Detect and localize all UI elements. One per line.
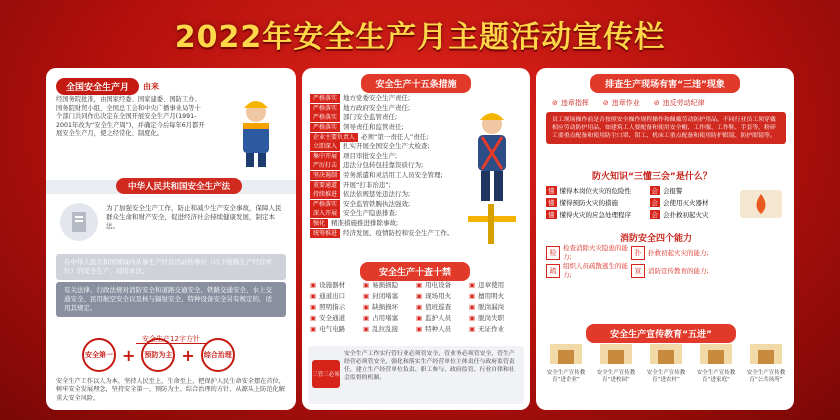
- fire-header: 防火知识“三懂三会”是什么？: [592, 172, 712, 182]
- left-panel: [46, 68, 296, 410]
- measure-row: 严格落实 地方政府安全生产责任;: [310, 104, 460, 114]
- origin-tag: 全国安全生产月: [56, 78, 139, 95]
- measure-row: 持续推进 依法依规惩处违法行为;: [310, 190, 460, 200]
- measure-row: 严格落实 领导责任和监管责任;: [310, 123, 460, 133]
- edu-item: 安全生产宣传教育“进家庭”: [694, 340, 738, 384]
- check-row: ▣ 通道出口 ▣ 封闭堵塞 ▣ 现场用火 ▣ 擅用明火: [310, 292, 505, 300]
- three-box: [308, 346, 524, 404]
- law-box-2: 有关法律、行政法规对消防安全和道路交通安全、铁路交通安全、水上交通安全、民用航空安全以及核与辐射安全、特种设备安全另有规定的，适用其规定。: [56, 282, 286, 317]
- edu-item: 安全生产宣传教育“进企业”: [544, 340, 588, 384]
- measure-row: 坚决遏制 劳务派遣和灵活用工人员安全管理;: [310, 171, 460, 181]
- law-icon: [60, 203, 98, 241]
- right-panel: [536, 68, 794, 410]
- middle-panel: [302, 68, 530, 410]
- origin-text: 经国务院批准，由国家经委、国家建委、国防工办、国务院财贸小组、全国总工会和中央广播事业局等十个部门共同作出决定在全国开展安全生产月(1991-2001年改为“安全生产周”)，并确定今后每年6月都开展安全生产月，使之经常化、制度化。: [56, 96, 205, 138]
- checks-grid: [310, 280, 522, 335]
- bottom-text: 安全生产工作以人为本，坚持人民至上，生命至上，把保护人民生命安全摆在首位，树牢安全发展理念，坚持安全第一、预防为主、综合治理的方针，从源头上防范化解重大安全风险。: [56, 378, 285, 402]
- measure-row: 深入开展 安全生产隐患排查;: [310, 209, 460, 219]
- policy-row: 安全第一 + 预防为主 + 综合治理: [82, 338, 235, 372]
- worker-harness-illustration: [462, 104, 526, 254]
- measure-row: 企业主要负责人 必须“第一责任人”责任;: [310, 132, 460, 142]
- law-header: 中华人民共和国安全生产法: [116, 178, 242, 194]
- violation-3: 违反劳动纪律: [662, 99, 705, 107]
- abilities-header: 消防安全四个能力: [619, 234, 692, 244]
- check-row: ▣ 电气电路 ▣ 乱拉乱接 ▣ 特种人员 ▣ 无证作业: [310, 325, 505, 333]
- edu-item: 安全生产宣传教育“公共场所”: [744, 340, 788, 384]
- violations-row: ⊘ 违章指挥 ⊘ 违章作业 ⊘ 违反劳动纪律: [552, 99, 705, 107]
- measure-row: 严格落实 部门安全监管责任;: [310, 113, 460, 123]
- page-title: 2022年安全生产月主题活动宣传栏: [174, 20, 666, 55]
- fire-illustration: [736, 184, 786, 220]
- edu-item: 安全生产宣传教育“进校园”: [594, 340, 638, 384]
- worker-illustration: [221, 90, 291, 170]
- violations-header: 排查生产现场有害“三违”现象: [590, 74, 740, 93]
- measure-row: 立即深入 扎实开展全国安全生产大检查;: [310, 142, 460, 152]
- measure-row: 严厉打击 违法分包转包挂靠资质行为;: [310, 161, 460, 171]
- law-box-1: 在中华人民共和国领域内从事生产经营活动的单位（以下统称生产经营单位）的安全生产，适用本法。: [56, 254, 286, 280]
- checks-header: 安全生产十查十禁: [360, 262, 470, 281]
- measure-row: 统筹推进 经济发展、疫情防控和安全生产工作。: [310, 228, 460, 238]
- three-tag: 三管三必须: [312, 360, 340, 388]
- policy-item-3: 综合治理: [201, 338, 235, 372]
- policy-header: 安全生产12字方针: [136, 335, 206, 344]
- origin-suffix: 由来: [143, 82, 160, 91]
- measure-row: 严格落实 安全监管铁腕执法强效;: [310, 200, 460, 210]
- check-row: ▣ 设施器材 ▣ 易损损隐 ▣ 用电设备 ▣ 违章使用: [310, 281, 505, 289]
- measure-row: 严格落实 地方党委安全生产责任;: [310, 94, 460, 104]
- violation-1: 违章指挥: [560, 99, 589, 107]
- three-text: 安全生产工作实行管行业必须管安全、管业务必须管安全、管生产经营必须管安全，强化和落实生产经营单位主体责任与政府监管责任，建立生产经营单位负责、职工参与、政府监管、行业自律和社会监督的机制。: [344, 351, 515, 381]
- check-row: ▣ 照明指示 ▣ 缺损损坏 ▣ 值班巡查 ▣ 脱岗漏岗: [310, 303, 505, 311]
- check-row: ▣ 安全通道 ▣ 占用堵塞 ▣ 监护人员 ▣ 脱岗失职: [310, 314, 505, 322]
- edu-header: 安全生产宣传教育“五进”: [586, 324, 736, 343]
- measures-list: [310, 94, 460, 238]
- violation-text: 员工现场操作前是否按照安全操作规程操作和佩戴劳动防护用品。不同行业员工须穿戴相应劳动防护用品，如建筑工人要配备和使用安全帽、工作服、工作鞋、手套等，粉碎工要重点配备和使用防尘口罩、钳工、机床工重点配备和使用防护眼镜、防护眼镜等。: [546, 112, 786, 144]
- abilities-grid: 检 检查消除火灾隐患的能力; 扑 扑救初起火灾的能力; 疏 组织人员疏散逃生的能力; 宣 消防宣传教育的能力;: [546, 244, 786, 280]
- measure-row: 强化 精准措施推进排除事故;: [310, 219, 460, 229]
- measure-row: 集中开展 项目审批安全生产;: [310, 152, 460, 162]
- edu-item: 安全生产宣传教育“进农村”: [644, 340, 688, 384]
- policy-item-1: 安全第一: [82, 338, 116, 372]
- fire-grid: 懂 懂得本岗位火灾的危险性 会 会报警 懂 懂得预防火灾的措施 会 会使用灭火器材 懂 懂得火灾的应急处理程序 会 会扑救初起火灾: [548, 186, 709, 219]
- edu-row: [544, 340, 788, 384]
- violation-2: 违章作业: [611, 99, 640, 107]
- measures-header: 安全生产十五条措施: [361, 74, 471, 93]
- policy-item-2: 预防为主: [141, 338, 175, 372]
- measure-row: 重要通道 开展“打非治违”;: [310, 180, 460, 190]
- law-text: 为了加强安全生产工作，防止和减少生产安全事故，保障人民群众生命和财产安全，促进经济社会持续健康发展，制定本法。: [106, 204, 282, 230]
